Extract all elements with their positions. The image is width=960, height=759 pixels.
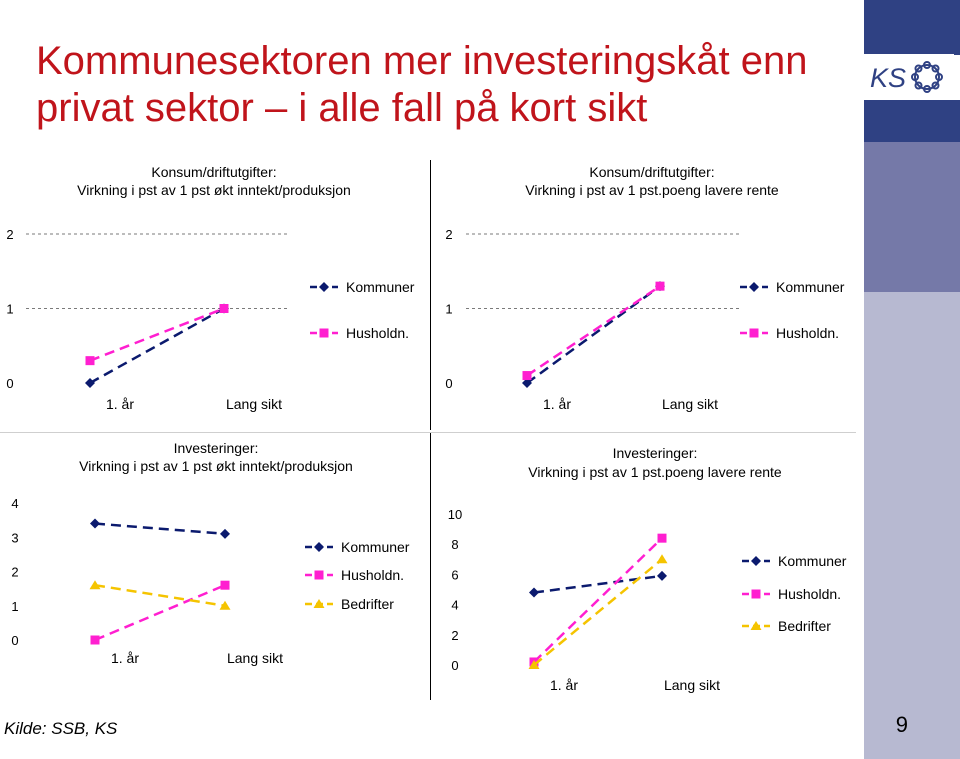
chart3-title-line1: Investeringer: xyxy=(173,440,259,456)
chart2-ytick-label: 1 xyxy=(445,301,453,317)
chart2-ytick-label: 2 xyxy=(445,227,453,242)
chart3-data-point xyxy=(220,529,230,539)
chart4-data-point xyxy=(657,554,668,563)
chart2-legend-marker xyxy=(750,329,759,338)
chart3-xtick-label: Lang sikt xyxy=(226,650,284,666)
chart1-ytick-label: 2 xyxy=(6,227,14,242)
chart4-data-point xyxy=(657,571,667,581)
chart4-series-line xyxy=(534,559,662,665)
chart3-data-point xyxy=(91,636,100,645)
chart1-title-line1: Konsum/driftutgifter: xyxy=(151,164,277,180)
chart2-ytick-label: 0 xyxy=(445,376,453,391)
chart4-legend-label: Bedrifter xyxy=(778,618,831,634)
chart1-legend-label: Husholdn. xyxy=(346,325,410,341)
chart3-data-point xyxy=(90,519,100,529)
chart2-legend-marker xyxy=(749,282,759,292)
chart4-ytick-label: 0 xyxy=(451,658,459,673)
chart4-legend-marker xyxy=(751,556,761,566)
chart3-legend-label: Bedrifter xyxy=(341,596,394,612)
chart4-data-point xyxy=(658,534,667,543)
chart1-legend-marker xyxy=(320,329,329,338)
chart3-xtick-label: 1. år xyxy=(110,650,140,666)
chart3-series-line xyxy=(95,585,225,640)
page-number: 9 xyxy=(895,712,908,737)
chart1-data-point xyxy=(220,304,229,313)
chart1-ytick-label: 0 xyxy=(6,376,14,391)
chart4-ytick-label: 8 xyxy=(451,537,459,553)
chart3-ytick-label: 0 xyxy=(11,633,19,648)
chart3-data-point xyxy=(221,581,230,590)
chart3-legend-label: Husholdn. xyxy=(341,567,405,583)
chart1-series-line xyxy=(90,309,224,361)
chart4-ytick-label: 2 xyxy=(451,627,459,643)
chart4-title-line1: Investeringer: xyxy=(612,445,698,461)
chart4-xtick-label: Lang sikt xyxy=(663,677,721,693)
chart2-data-point xyxy=(656,282,665,291)
chart4-ytick-label: 6 xyxy=(451,567,459,583)
chart2-data-point xyxy=(523,371,532,380)
chart2-xtick-label: Lang sikt xyxy=(661,396,719,412)
chart4-series-line xyxy=(534,576,662,593)
chart3-legend-marker xyxy=(315,571,324,580)
chart2-title-line2: Virkning i pst av 1 pst.poeng lavere rente xyxy=(525,182,779,198)
chart1-xtick-label: Lang sikt xyxy=(225,396,283,412)
chart3-series-line xyxy=(95,524,225,534)
chart1-data-point xyxy=(86,356,95,365)
chart4-title-line2: Virkning i pst av 1 pst.poeng lavere rente xyxy=(528,464,782,480)
chart3-ytick-label: 3 xyxy=(11,530,19,546)
chart3-ytick-label: 2 xyxy=(11,564,19,580)
chart2-title-line1: Konsum/driftutgifter: xyxy=(589,164,715,180)
chart4-ytick-label: 4 xyxy=(451,597,459,613)
chart4-ytick-label: 10 xyxy=(447,507,463,522)
chart1-xtick-label: 1. år xyxy=(105,396,135,412)
chart3-ytick-label: 1 xyxy=(11,598,19,614)
chart4-legend-marker xyxy=(752,590,761,599)
chart3-legend-marker xyxy=(314,542,324,552)
chart1-data-point xyxy=(85,378,95,388)
chart3-title-line2: Virkning i pst av 1 pst økt inntekt/produksjon xyxy=(79,458,353,474)
chart1-series-line xyxy=(90,309,224,384)
chart4-xtick-label: 1. år xyxy=(549,677,579,693)
source-note: Kilde: SSB, KS xyxy=(4,719,118,738)
chart4-legend-label: Kommuner xyxy=(778,553,847,569)
chart1-legend-label: Kommuner xyxy=(346,279,415,295)
chart2-xtick-label: 1. år xyxy=(542,396,572,412)
chart1-legend-marker xyxy=(319,282,329,292)
chart3-data-point xyxy=(220,601,231,610)
svg-text:KS: KS xyxy=(870,63,907,93)
chart3-legend-label: Kommuner xyxy=(341,539,410,555)
slide-title: Kommunesektoren mer investeringskåt enn privat sektor – i alle fall på kort sikt xyxy=(36,39,808,130)
chart4-series-line xyxy=(534,538,662,662)
chart2-series-line xyxy=(527,286,660,375)
chart4-legend-label: Husholdn. xyxy=(778,586,842,602)
chart1-ytick-label: 1 xyxy=(6,301,14,317)
chart2-legend-label: Kommuner xyxy=(776,279,845,295)
chart3-series-line xyxy=(95,585,225,606)
chart2-legend-label: Husholdn. xyxy=(776,325,840,341)
chart3-ytick-label: 4 xyxy=(11,496,19,511)
chart4-data-point xyxy=(529,588,539,598)
chart1-title-line2: Virkning i pst av 1 pst økt inntekt/produksjon xyxy=(77,182,351,198)
